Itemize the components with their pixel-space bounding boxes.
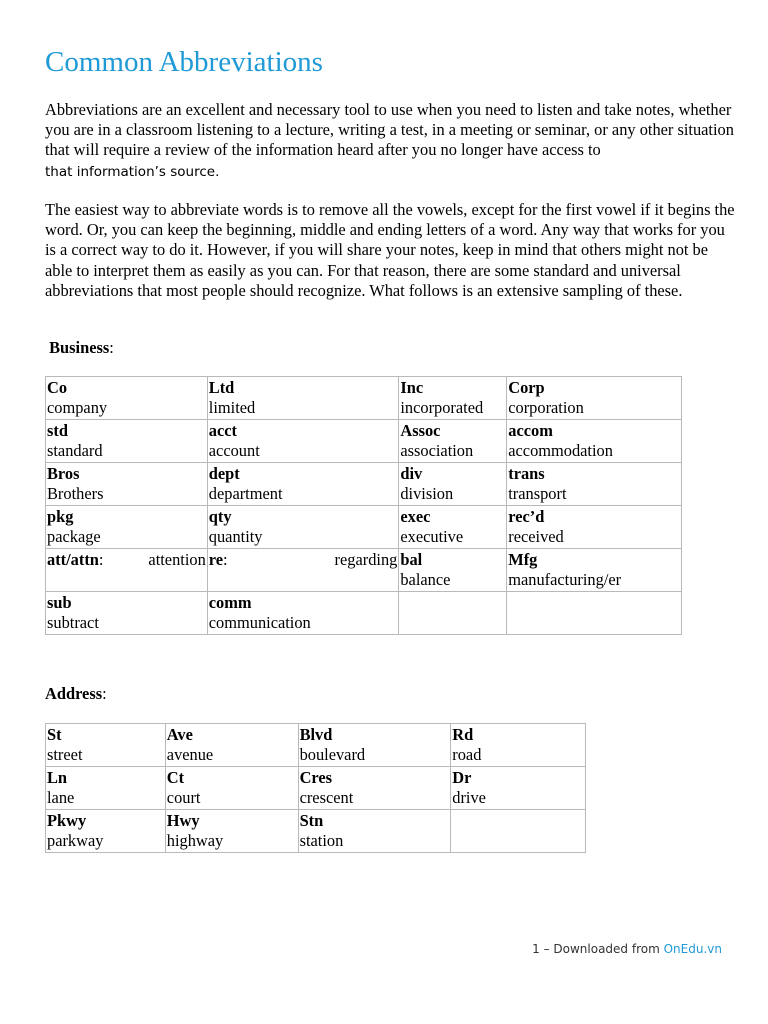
abbreviation-term: re [208, 550, 224, 569]
abbreviation-term: rec’d [508, 507, 545, 526]
abbreviation-meaning: court [166, 787, 201, 807]
address-table-cell [165, 767, 298, 810]
business-table-cell [399, 506, 507, 549]
abbreviation-term: dept [208, 464, 240, 483]
abbreviation-term: Ave [166, 725, 193, 744]
address-table-cell [46, 810, 166, 853]
footer-prefix: 1 – Downloaded from [532, 942, 660, 956]
abbreviation-colon: : [223, 550, 228, 569]
abbreviation-meaning: accommodation [508, 440, 613, 460]
address-section-heading [45, 684, 107, 704]
abbreviation-term: Co [47, 378, 68, 397]
abbreviation-term: Stn [299, 811, 324, 830]
business-section-heading [45, 338, 114, 358]
business-table-cell [46, 463, 208, 506]
business-table-cell [46, 377, 208, 420]
business-table-cell [399, 420, 507, 463]
abbreviation-meaning: executive [400, 526, 464, 546]
business-table-cell [399, 463, 507, 506]
abbreviation-term: Inc [400, 378, 424, 397]
business-table-cell [46, 420, 208, 463]
business-table-cell [507, 420, 682, 463]
abbreviation-term: Blvd [299, 725, 333, 744]
business-table-row [46, 549, 682, 592]
abbreviation-meaning: communication [208, 612, 311, 632]
business-table-cell [507, 463, 682, 506]
abbreviation-meaning: limited [208, 397, 256, 417]
abbreviation-term: pkg [47, 507, 74, 526]
abbreviation-meaning: account [208, 440, 260, 460]
business-table-cell [507, 377, 682, 420]
abbreviation-meaning: transport [508, 483, 567, 503]
abbreviation-meaning: street [47, 744, 83, 764]
business-table-cell [207, 463, 399, 506]
address-table-cell [298, 767, 451, 810]
abbreviation-meaning: attention [148, 550, 206, 569]
abbreviation-meaning: Brothers [47, 483, 104, 503]
abbreviation-term: Dr [452, 768, 472, 787]
abbreviation-term: Pkwy [47, 811, 87, 830]
business-abbreviations-table [45, 376, 682, 635]
business-colon: : [109, 338, 114, 357]
abbreviation-term: comm [208, 593, 252, 612]
intro-paragraph-1 [45, 100, 735, 182]
address-table-row [46, 724, 586, 767]
abbreviation-meaning: association [400, 440, 474, 460]
abbreviation-meaning: parkway [47, 830, 104, 850]
abbreviation-meaning: avenue [166, 744, 214, 764]
abbreviation-meaning: regarding [334, 550, 398, 569]
business-table-cell [207, 592, 399, 635]
abbreviation-meaning: balance [400, 569, 451, 589]
business-table-cell [46, 506, 208, 549]
abbreviation-term: Rd [452, 725, 474, 744]
abbreviation-meaning: quantity [208, 526, 263, 546]
address-table-cell [451, 767, 586, 810]
abbreviation-term: Hwy [166, 811, 200, 830]
business-table-cell [507, 549, 682, 592]
business-table-cell [207, 377, 399, 420]
address-table-cell [451, 810, 586, 853]
abbreviation-meaning: received [508, 526, 564, 546]
abbreviation-meaning: drive [452, 787, 486, 807]
abbreviation-meaning: corporation [508, 397, 584, 417]
business-table-cell [399, 549, 507, 592]
abbreviation-meaning: division [400, 483, 454, 503]
abbreviation-meaning: manufacturing/er [508, 569, 622, 589]
business-table-cell [207, 506, 399, 549]
abbreviation-meaning: boulevard [299, 744, 366, 764]
business-table-cell [207, 549, 399, 592]
footer-brand: OnEdu.vn [663, 942, 722, 956]
abbreviation-term: trans [508, 464, 545, 483]
address-table-cell [46, 724, 166, 767]
business-table-cell [207, 420, 399, 463]
abbreviation-term: accom [508, 421, 553, 440]
intro-paragraph-1-tail: that information’s source. [45, 163, 220, 180]
business-table-cell [507, 506, 682, 549]
intro-paragraph-1-text: Abbreviations are an excellent and necessary tool to use when you need to listen and take notes, whether you are in a classroom listening to a lecture, writing a test, in a meeting or seminar, or any other situation that will require a review of the information heard after you no longer have access to [45, 100, 734, 160]
abbreviation-meaning: crescent [299, 787, 354, 807]
abbreviation-term: Cres [299, 768, 333, 787]
abbreviation-term: Corp [508, 378, 545, 397]
abbreviation-term: Assoc [400, 421, 441, 440]
abbreviation-term: Mfg [508, 550, 538, 569]
business-table-row [46, 420, 682, 463]
abbreviation-term: St [47, 725, 62, 744]
abbreviation-term: acct [208, 421, 237, 440]
abbreviation-term: div [400, 464, 423, 483]
intro-paragraph-2: The easiest way to abbreviate words is to remove all the vowels, except for the first vowel if it begins the word. Or, you can keep the beginning, middle and ending letters of a word. Any way that works for you is a correct way to do it. However, if you will share your notes, keep in mind that others might not be able to interpret them as easily as you can. For that reason, there are some standard and universal abbreviations that most people should recognize. What follows is an extensive sampling of these. [45, 200, 735, 300]
address-table-cell [46, 767, 166, 810]
abbreviation-term: Ln [47, 768, 68, 787]
abbreviation-term-group [47, 550, 103, 570]
page-title: Common Abbreviations [45, 46, 323, 78]
abbreviation-term: Ct [166, 768, 185, 787]
abbreviation-meaning: department [208, 483, 283, 503]
address-colon: : [102, 684, 107, 703]
page-footer [532, 942, 722, 956]
abbreviation-term: qty [208, 507, 232, 526]
abbreviation-meaning: highway [166, 830, 224, 850]
address-table-cell [165, 810, 298, 853]
abbreviation-term: bal [400, 550, 423, 569]
abbreviation-meaning: package [47, 526, 101, 546]
abbreviation-colon: : [98, 550, 104, 569]
address-label: Address [45, 684, 103, 703]
business-table-row [46, 463, 682, 506]
abbreviation-inline-entry [209, 550, 398, 570]
abbreviation-term: Ltd [208, 378, 235, 397]
abbreviation-meaning: company [47, 397, 108, 417]
abbreviation-meaning: standard [47, 440, 103, 460]
address-table-row [46, 810, 586, 853]
business-label: Business [49, 338, 110, 357]
business-table-cell [399, 592, 507, 635]
abbreviation-meaning: road [452, 744, 482, 764]
business-table-row [46, 377, 682, 420]
abbreviation-term: std [47, 421, 68, 440]
abbreviation-term: Bros [47, 464, 80, 483]
abbreviation-term: att/attn [47, 550, 99, 569]
address-table-cell [298, 724, 451, 767]
address-table-row [46, 767, 586, 810]
abbreviation-term: exec [400, 507, 431, 526]
address-table-body [46, 724, 586, 853]
business-table-row [46, 506, 682, 549]
abbreviation-meaning: subtract [47, 612, 99, 632]
business-table-cell [507, 592, 682, 635]
business-table-row [46, 592, 682, 635]
abbreviation-inline-entry [47, 550, 206, 570]
abbreviation-meaning: station [299, 830, 344, 850]
address-abbreviations-table [45, 723, 586, 853]
abbreviation-term-group [209, 550, 228, 570]
address-table-cell [165, 724, 298, 767]
abbreviation-meaning: incorporated [400, 397, 484, 417]
business-table-cell [399, 377, 507, 420]
business-table-cell [46, 549, 208, 592]
abbreviation-meaning: lane [47, 787, 75, 807]
abbreviation-term: sub [47, 593, 72, 612]
address-table-cell [298, 810, 451, 853]
business-table-cell [46, 592, 208, 635]
business-table-body [46, 377, 682, 635]
address-table-cell [451, 724, 586, 767]
